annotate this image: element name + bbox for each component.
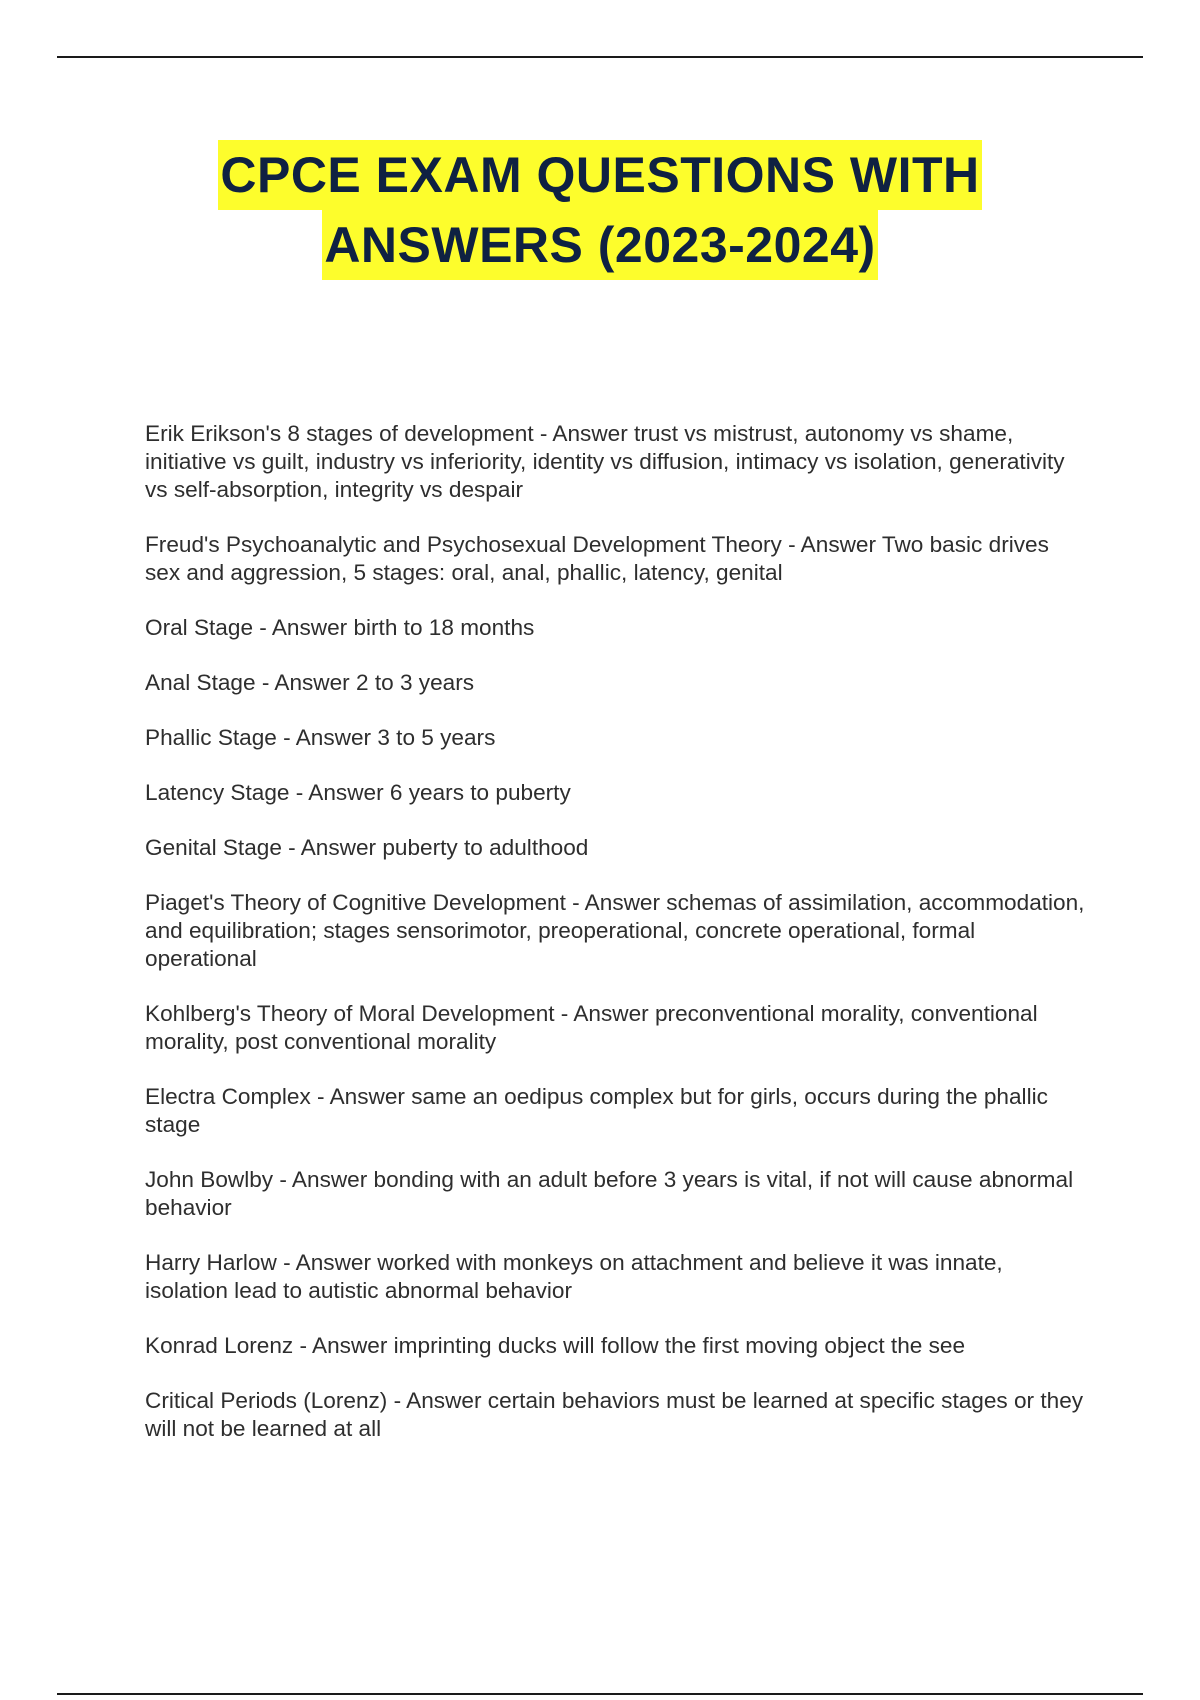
qa-item-piaget: Piaget's Theory of Cognitive Development - Answer schemas of assimilation, accommodation, and equilibration; stages sensorimotor, preoperational, concrete operational, formal operational <box>145 890 1085 971</box>
qa-item-anal-stage: Anal Stage - Answer 2 to 3 years <box>145 670 475 695</box>
qa-item-erikson: Erik Erikson's 8 stages of development - Answer trust vs mistrust, autonomy vs shame, initiative vs guilt, industry vs inferiority, identity vs diffusion, intimacy vs isolation, generativity vs self-absorption, integrity vs despair <box>145 421 1065 502</box>
qa-item-electra-complex: Electra Complex - Answer same an oedipus complex but for girls, occurs during the phallic stage <box>145 1084 1048 1137</box>
top-rule <box>57 56 1143 58</box>
bottom-rule <box>57 1693 1143 1695</box>
qa-item-phallic-stage: Phallic Stage - Answer 3 to 5 years <box>145 725 496 750</box>
title-line-2: ANSWERS (2023-2024) <box>322 210 877 280</box>
qa-item-freud: Freud's Psychoanalytic and Psychosexual Development Theory - Answer Two basic drives sex and aggression, 5 stages: oral, anal, phallic, latency, genital <box>145 532 1049 585</box>
qa-item-harlow: Harry Harlow - Answer worked with monkeys on attachment and believe it was innate, isolation lead to autistic abnormal behavior <box>145 1250 1003 1303</box>
qa-item-latency-stage: Latency Stage - Answer 6 years to puberty <box>145 780 571 805</box>
page-title <box>0 140 1200 280</box>
qa-item-critical-periods: Critical Periods (Lorenz) - Answer certain behaviors must be learned at specific stages or they will not be learned at all <box>145 1388 1084 1441</box>
qa-item-lorenz: Konrad Lorenz - Answer imprinting ducks will follow the first moving object the see <box>145 1333 966 1358</box>
qa-item-kohlberg: Kohlberg's Theory of Moral Development - Answer preconventional morality, conventional morality, post conventional morality <box>145 1001 1038 1054</box>
title-line-1: CPCE EXAM QUESTIONS WITH <box>218 140 981 210</box>
qa-item-oral-stage: Oral Stage - Answer birth to 18 months <box>145 615 535 640</box>
qa-item-genital-stage: Genital Stage - Answer puberty to adulthood <box>145 835 589 860</box>
qa-list <box>145 420 1085 1470</box>
qa-item-bowlby: John Bowlby - Answer bonding with an adult before 3 years is vital, if not will cause abnormal behavior <box>145 1167 1074 1220</box>
